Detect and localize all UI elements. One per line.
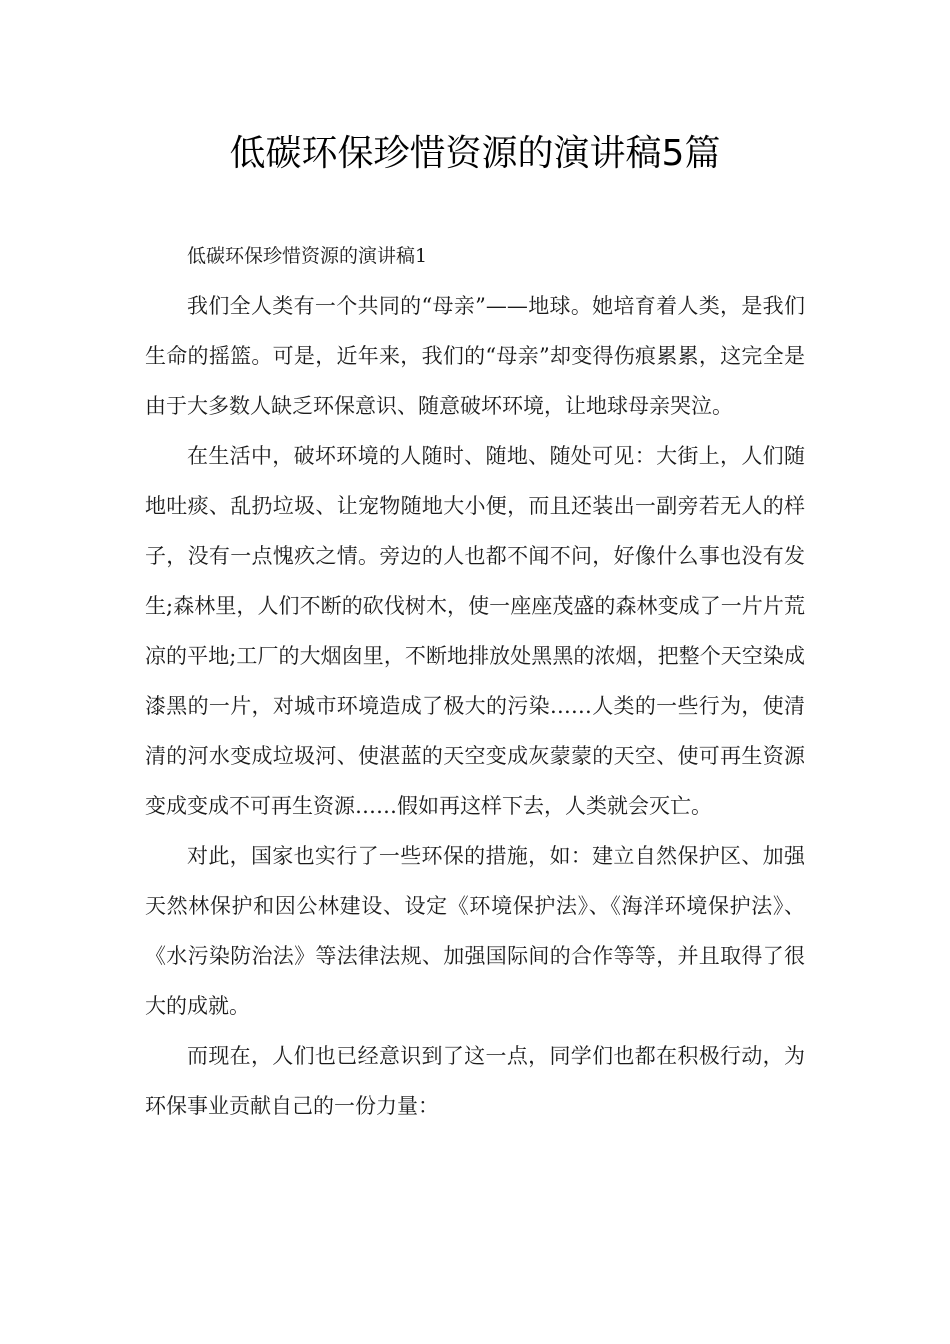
document-title: 低碳环保珍惜资源的演讲稿5篇: [229, 133, 721, 174]
paragraph: 对此，国家也实行了一些环保的措施，如：建立自然保护区、加强天然林保护和因公林建设、设定《环境保护法》、《海洋环境保护法》、《水污染防治法》等法律法规、加强国际间的合作等等，并且取得了很大的成就。: [145, 844, 805, 1018]
paragraph: 我们全人类有一个共同的“母亲”——地球。她培育着人类，是我们生命的摇篮。可是，近年来，我们的“母亲”却变得伤痕累累，这完全是由于大多数人缺乏环保意识、随意破坏环境，让地球母亲哭泣。: [145, 294, 805, 418]
document-body: [145, 231, 805, 1131]
paragraph: 在生活中，破坏环境的人随时、随地、随处可见：大街上，人们随地吐痰、乱扔垃圾、让宠物随地大小便，而且还装出一副旁若无人的样子，没有一点愧疚之情。旁边的人也都不闻不问，好像什么事也没有发生;森林里，人们不断的砍伐树木，使一座座茂盛的森林变成了一片片荒凉的平地;工厂的大烟囱里，不断地排放处黑黑的浓烟，把整个天空染成漆黑的一片，对城市环境造成了极大的污染……人类的一些行为，使清清的河水变成垃圾河、使湛蓝的天空变成灰蒙蒙的天空、使可再生资源变成变成不可再生资源……假如再这样下去，人类就会灭亡。: [145, 444, 805, 818]
paragraph: 而现在，人们也已经意识到了这一点，同学们也都在积极行动，为环保事业贡献自己的一份力量：: [145, 1044, 805, 1118]
section-heading: 低碳环保珍惜资源的演讲稿1: [187, 245, 428, 267]
